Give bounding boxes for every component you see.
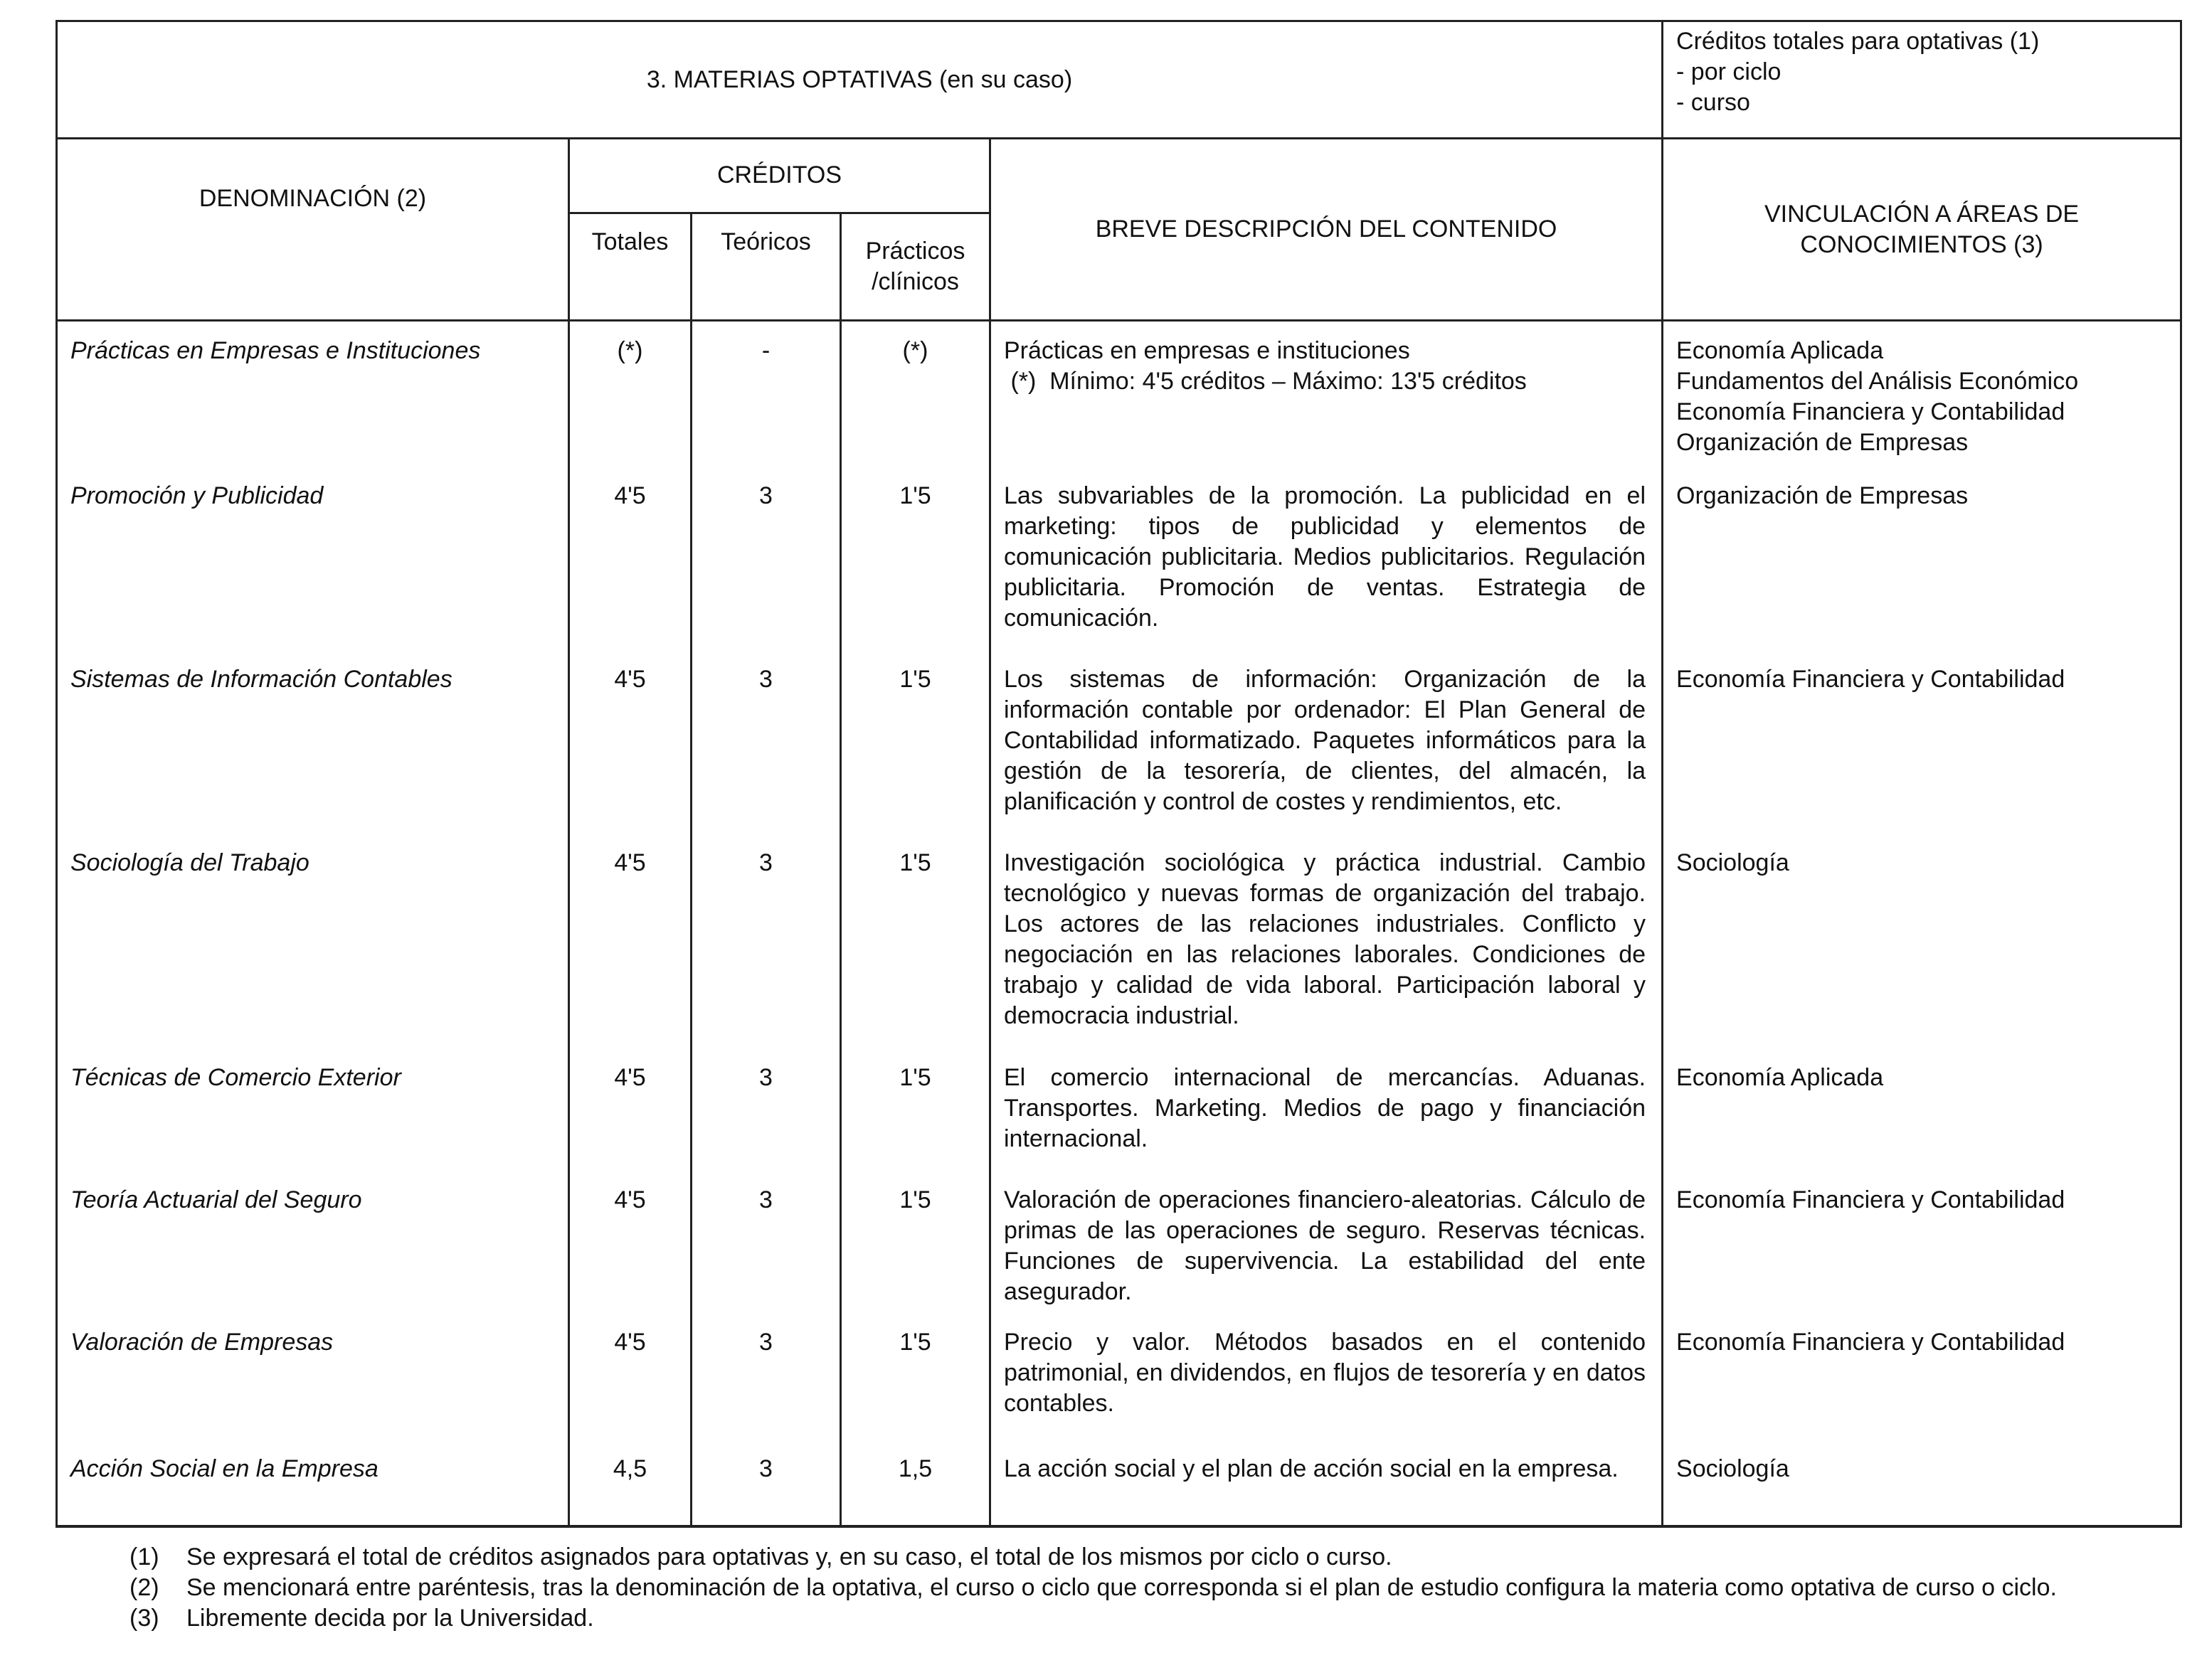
table-row	[57, 1048, 2181, 1171]
cell-teoricos: -	[692, 321, 841, 467]
cell-descripcion	[990, 650, 1663, 834]
descripcion-text: Prácticas en empresas e instituciones	[1004, 337, 1410, 364]
cell-denominacion: Sistemas de Información Contables	[57, 650, 569, 834]
cell-teoricos: 3	[692, 1171, 841, 1313]
cell-vinculacion	[1663, 650, 2181, 834]
cell-practicos: 1'5	[841, 1048, 990, 1171]
cell-vinculacion	[1663, 1440, 2181, 1526]
cell-totales: 4'5	[569, 1048, 692, 1171]
cell-denominacion: Teoría Actuarial del Seguro	[57, 1171, 569, 1313]
footnote	[129, 1542, 2057, 1573]
area-conocimiento: Economía Aplicada	[1676, 1063, 1884, 1091]
cell-teoricos: 3	[692, 650, 841, 834]
total-credits-line: Créditos totales para optativas (1)	[1676, 28, 2040, 55]
cell-practicos: 1,5	[841, 1440, 990, 1526]
descripcion-text: Investigación sociológica y práctica industrial. Cambio tecnológico y nuevas formas de organización del trabajo. Los actores de las relaciones industriales. Conflicto y negociación en las relaciones laborales. Condiciones de trabajo y calidad de vida laboral. Participación laboral y democracia industrial.	[1004, 849, 1646, 1029]
cell-teoricos: 3	[692, 1048, 841, 1171]
header-vinculacion	[1663, 139, 2181, 321]
column-header-row	[57, 139, 2181, 213]
cell-descripcion	[990, 1440, 1663, 1526]
descripcion-text: Los sistemas de información: Organización de la información contable por ordenador: El Plan General de Contabilidad informatizado. Paquetes informáticos para la gestión de la tesorería, de clientes, del almacén, la planificación y control de costes y rendimientos, etc.	[1004, 665, 1646, 815]
table-row	[57, 650, 2181, 834]
descripcion-text: Valoración de operaciones financiero-aleatorias. Cálculo de primas de las operaciones de seguro. Reservas técnicas. Funciones de supervivencia. La estabilidad del ente asegurador.	[1004, 1186, 1646, 1305]
title-row	[57, 21, 2181, 139]
footnote-text: Se mencionará entre paréntesis, tras la denominación de la optativa, el curso o ciclo que corresponda si el plan de estudio configura la materia como optativa de curso o ciclo.	[186, 1574, 2057, 1601]
table-row	[57, 467, 2181, 650]
cell-vinculacion	[1663, 467, 2181, 650]
cell-practicos: 1'5	[841, 650, 990, 834]
cell-descripcion	[990, 1048, 1663, 1171]
table-row	[57, 1171, 2181, 1313]
header-teoricos: Teóricos	[692, 213, 841, 320]
footnote-mark: (3)	[129, 1605, 159, 1632]
table-row	[57, 1313, 2181, 1440]
footnote-mark: (1)	[129, 1543, 159, 1570]
area-conocimiento: Organización de Empresas	[1676, 482, 1969, 509]
total-credits-cell	[1663, 21, 2181, 139]
total-credits-line: - por ciclo	[1676, 58, 1782, 85]
cell-totales: 4,5	[569, 1440, 692, 1526]
header-vinculacion-line: VINCULACIÓN A ÁREAS DE	[1764, 200, 2080, 228]
cell-totales: 4'5	[569, 650, 692, 834]
cell-denominacion: Promoción y Publicidad	[57, 467, 569, 650]
header-vinculacion-line: CONOCIMIENTOS (3)	[1800, 230, 2043, 258]
cell-totales: 4'5	[569, 1171, 692, 1313]
footnote	[129, 1573, 2057, 1603]
footnote-mark: (2)	[129, 1574, 159, 1601]
footnotes	[129, 1542, 2057, 1634]
descripcion-text: La acción social y el plan de acción social en la empresa.	[1004, 1455, 1619, 1482]
cell-practicos: 1'5	[841, 467, 990, 650]
total-credits-line: - curso	[1676, 89, 1750, 116]
cell-denominacion: Técnicas de Comercio Exterior	[57, 1048, 569, 1171]
section-title: 3. MATERIAS OPTATIVAS (en su caso)	[57, 21, 1663, 139]
table-body	[57, 321, 2181, 1526]
cell-practicos: 1'5	[841, 1313, 990, 1440]
header-practicos-line: /clínicos	[872, 267, 959, 295]
cell-denominacion: Sociología del Trabajo	[57, 834, 569, 1048]
area-conocimiento: Fundamentos del Análisis Económico	[1676, 368, 2079, 395]
area-conocimiento: Organización de Empresas	[1676, 429, 1969, 456]
cell-vinculacion	[1663, 321, 2181, 467]
area-conocimiento: Economía Financiera y Contabilidad	[1676, 398, 2065, 425]
cell-vinculacion	[1663, 1313, 2181, 1440]
area-conocimiento: Economía Financiera y Contabilidad	[1676, 1328, 2065, 1356]
header-creditos: CRÉDITOS	[569, 139, 990, 213]
cell-denominacion: Prácticas en Empresas e Instituciones	[57, 321, 569, 467]
footnote-text: Libremente decida por la Universidad.	[186, 1605, 594, 1632]
descripcion-text: Las subvariables de la promoción. La publicidad en el marketing: tipos de publicidad y elementos de comunicación publicitaria. Medios publicitarios. Regulación publicitaria. Promoción de ventas. Estrategia de comunicación.	[1004, 482, 1646, 632]
cell-descripcion	[990, 834, 1663, 1048]
cell-totales: 4'5	[569, 1313, 692, 1440]
cell-totales: (*)	[569, 321, 692, 467]
cell-teoricos: 3	[692, 1313, 841, 1440]
cell-descripcion	[990, 1171, 1663, 1313]
header-practicos-line: Prácticos	[865, 237, 965, 265]
footnote	[129, 1603, 2057, 1634]
cell-practicos: (*)	[841, 321, 990, 467]
cell-descripcion	[990, 467, 1663, 650]
area-conocimiento: Economía Aplicada	[1676, 337, 1884, 364]
cell-descripcion	[990, 1313, 1663, 1440]
cell-totales: 4'5	[569, 834, 692, 1048]
header-totales: Totales	[569, 213, 692, 320]
cell-teoricos: 3	[692, 467, 841, 650]
cell-vinculacion	[1663, 1048, 2181, 1171]
descripcion-text: El comercio internacional de mercancías. Aduanas. Transportes. Marketing. Medios de pago y financiación internacional.	[1004, 1063, 1646, 1152]
cell-denominacion: Valoración de Empresas	[57, 1313, 569, 1440]
header-denominacion: DENOMINACIÓN (2)	[57, 139, 569, 321]
cell-teoricos: 3	[692, 1440, 841, 1526]
table-row	[57, 1440, 2181, 1526]
area-conocimiento: Economía Financiera y Contabilidad	[1676, 665, 2065, 693]
cell-practicos: 1'5	[841, 1171, 990, 1313]
area-conocimiento: Sociología	[1676, 1455, 1789, 1482]
cell-vinculacion	[1663, 834, 2181, 1048]
cell-totales: 4'5	[569, 467, 692, 650]
cell-denominacion: Acción Social en la Empresa	[57, 1440, 569, 1526]
area-conocimiento: Sociología	[1676, 849, 1789, 876]
area-conocimiento: Economía Financiera y Contabilidad	[1676, 1186, 2065, 1213]
optativas-table	[55, 20, 2182, 1528]
header-practicos	[841, 213, 990, 320]
cell-vinculacion	[1663, 1171, 2181, 1313]
table-row	[57, 834, 2181, 1048]
table-row	[57, 321, 2181, 467]
cell-teoricos: 3	[692, 834, 841, 1048]
descripcion-text: Precio y valor. Métodos basados en el contenido patrimonial, en dividendos, en flujos de tesorería y en datos contables.	[1004, 1328, 1646, 1417]
cell-practicos: 1'5	[841, 834, 990, 1048]
footnote-text: Se expresará el total de créditos asignados para optativas y, en su caso, el total de los mismos por ciclo o curso.	[186, 1543, 1392, 1570]
descripcion-text: (*) Mínimo: 4'5 créditos – Máximo: 13'5 créditos	[1004, 368, 1527, 395]
cell-descripcion	[990, 321, 1663, 467]
header-descripcion: BREVE DESCRIPCIÓN DEL CONTENIDO	[990, 139, 1663, 321]
